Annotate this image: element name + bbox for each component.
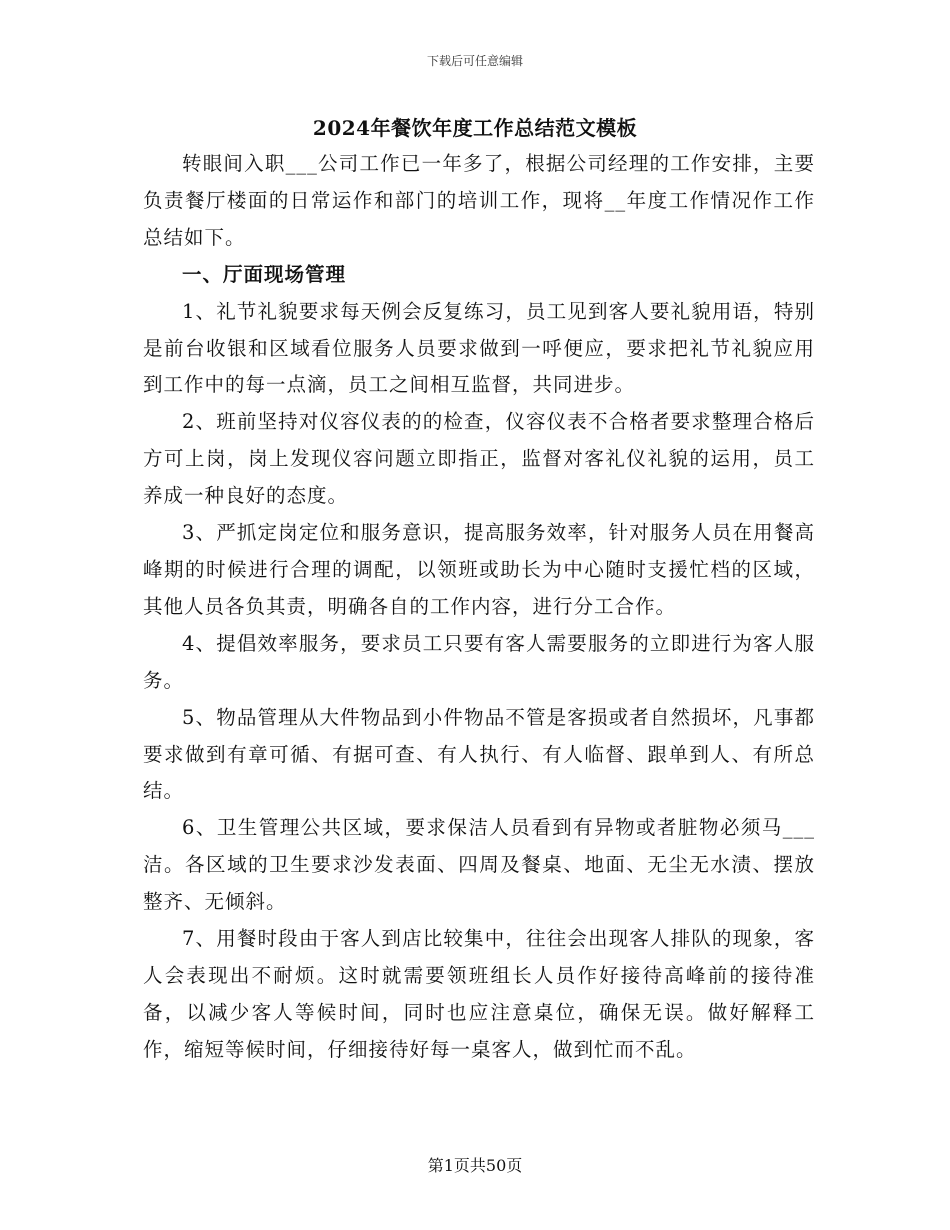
document-body: [143, 146, 815, 1069]
page-header-note: 下载后可任意编辑: [426, 54, 523, 68]
page-number: 第1页共50页: [427, 1156, 523, 1175]
list-item-1: 1、礼节礼貌要求每天例会反复练习，员工见到客人要礼貌用语，特别是前台收银和区域看位服务人员要求做到一呼便应，要求把礼节礼貌应用到工作中的每一点滴，员工之间相互监督，共同进步。: [143, 299, 815, 397]
list-item-5: 5、物品管理从大件物品到小件物品不管是客损或者自然损坏，凡事都要求做到有章可循、有据可查、有人执行、有人临督、跟单到人、有所总结。: [143, 705, 815, 803]
list-item-4: 4、提倡效率服务，要求员工只要有客人需要服务的立即进行为客人服务。: [143, 631, 815, 692]
list-item-2: 2、班前坚持对仪容仪表的的检查，仪容仪表不合格者要求整理合格后方可上岗，岗上发现仪容问题立即指正，监督对客礼仪礼貌的运用，员工养成一种良好的态度。: [143, 410, 815, 508]
list-item-6: 6、卫生管理公共区域，要求保洁人员看到有异物或者脏物必须马___洁。各区域的卫生要求沙发表面、四周及餐桌、地面、无尘无水渍、摆放整齐、无倾斜。: [143, 816, 815, 914]
section-heading: 一、厅面现场管理: [182, 262, 347, 286]
document-title: 2024年餐饮年度工作总结范文模板: [312, 116, 638, 140]
list-item-3: 3、严抓定岗定位和服务意识，提高服务效率，针对服务人员在用餐高峰期的时候进行合理的调配，以领班或助长为中心随时支援忙档的区域，其他人员各负其责，明确各自的工作内容，进行分工合作。: [143, 521, 815, 618]
list-item-7: 7、用餐时段由于客人到店比较集中，往往会出现客人排队的现象，客人会表现出不耐烦。这时就需要领班组长人员作好接待高峰前的接待准备，以减少客人等候时间，同时也应注意桌位，确保无误。做好解释工作，缩短等候时间，仔细接待好每一桌客人，做到忙而不乱。: [143, 927, 815, 1061]
intro-paragraph: 转眼间入职___公司工作已一年多了，根据公司经理的工作安排，主要负责餐厅楼面的日常运作和部门的培训工作，现将__年度工作情况作工作总结如下。: [143, 152, 815, 249]
